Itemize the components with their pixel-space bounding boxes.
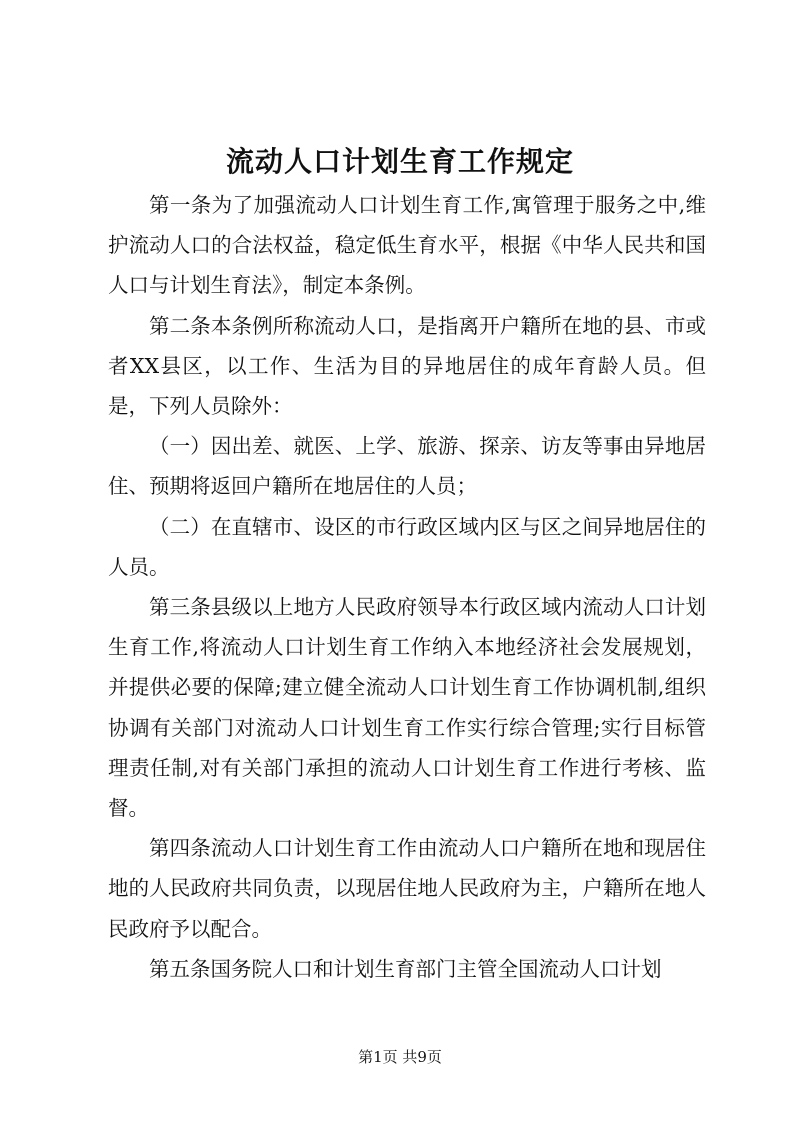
paragraph-article-1: 第一条为了加强流动人口计划生育工作,寓管理于服务之中,维护流动人口的合法权益，稳定低生育水平，根据《中华人民共和国人口与计划生育法》，制定本条例。 (108, 193, 706, 298)
paragraph-item-1: （一）因出差、就医、上学、旅游、探亲、访友等事由异地居住、预期将返回户籍所在地居住的人员； (108, 434, 706, 499)
paragraph-article-5: 第五条国务院人口和计划生育部门主管全国流动人口计划 (149, 956, 662, 981)
page-number-footer: 第1页 共9页 (358, 1048, 442, 1066)
paragraph-article-3: 第三条县级以上地方人民政府领导本行政区域内流动人口计划生育工作,将流动人口计划生育工作纳入本地经济社会发展规划，并提供必要的保障;建立健全流动人口计划生育工作协调机制,组织协调有关部门对流动人口计划生育工作实行综合管理;实行目标管理责任制,对有关部门承担的流动人口计划生育工作进行考核、监督。 (108, 595, 706, 821)
document-title: 流动人口计划生育工作规定 (225, 145, 574, 178)
paragraph-article-4: 第四条流动人口计划生育工作由流动人口户籍所在地和现居住地的人民政府共同负责，以现居住地人民政府为主，户籍所在地人民政府予以配合。 (108, 836, 706, 941)
document-body (108, 185, 706, 989)
paragraph-item-2: （二）在直辖市、设区的市行政区域内区与区之间异地居住的人员。 (108, 514, 706, 579)
paragraph-article-2: 第二条本条例所称流动人口，是指离开户籍所在地的县、市或者XX县区，以工作、生活为目的异地居住的成年育龄人员。但是，下列人员除外： (108, 313, 706, 419)
